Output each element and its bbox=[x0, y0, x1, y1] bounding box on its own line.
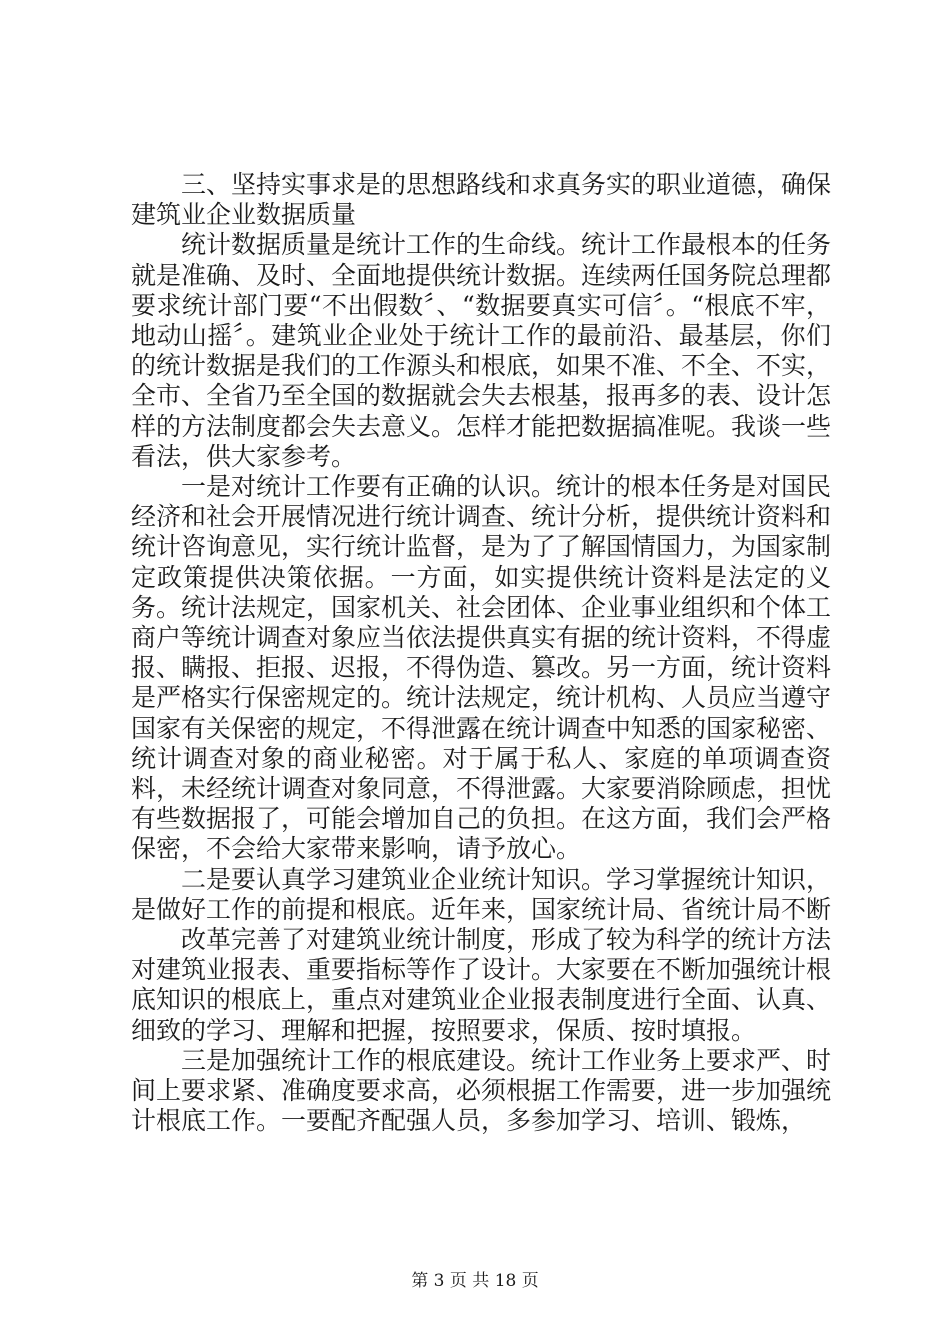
paragraph-foundation: 三是加强统计工作的根底建设。统计工作业务上要求严、时间上要求紧、准确度要求高，必须根据工作需要，进一步加强统计根底工作。一要配齐配强人员，多参加学习、培训、锻炼， bbox=[131, 1045, 832, 1136]
section-heading: 三、坚持实事求是的思想路线和求真务实的职业道德，确保建筑业企业数据质量 bbox=[131, 170, 832, 230]
paragraph-correct-understanding: 一是对统计工作要有正确的认识。统计的根本任务是对国民经济和社会开展情况进行统计调查、统计分析，提供统计资料和统计咨询意见，实行统计监督，是为了了解国情国力，为国家制定政策提供决策依据。一方面，如实提供统计资料是法定的义务。统计法规定，国家机关、社会团体、企业事业组织和个体工商户等统计调查对象应当依法提供真实有据的统计资料，不得虚报、瞒报、拒报、迟报，不得伪造、篡改。另一方面，统计资料是严格实行保密规定的。统计法规定，统计机构、人员应当遵守国家有关保密的规定，不得泄露在统计调查中知悉的国家秘密、统计调查对象的商业秘密。对于属于私人、家庭的单项调查资料，未经统计调查对象同意，不得泄露。大家要消除顾虑，担忧有些数据报了，可能会增加自己的负担。在这方面，我们会严格保密，不会给大家带来影响，请予放心。 bbox=[131, 472, 832, 864]
paragraph-learn-knowledge: 二是要认真学习建筑业企业统计知识。学习掌握统计知识，是做好工作的前提和根底。近年来，国家统计局、省统计局不断 bbox=[131, 864, 832, 924]
document-body bbox=[131, 170, 831, 1137]
paragraph-data-quality: 统计数据质量是统计工作的生命线。统计工作最根本的任务就是准确、及时、全面地提供统计数据。连续两任国务院总理都要求统计部门要“不出假数〞、“数据要真实可信〞。“根底不牢，地动山摇〞。建筑业企业处于统计工作的最前沿、最基层，你们的统计数据是我们的工作源头和根底，如果不准、不全、不实，全市、全省乃至全国的数据就会失去根基，报再多的表、设计怎样的方法制度都会失去意义。怎样才能把数据搞准呢。我谈一些看法，供大家参考。 bbox=[131, 230, 832, 471]
page-number: 第 3 页 共 18 页 bbox=[411, 1271, 539, 1291]
paragraph-reform: 改革完善了对建筑业统计制度，形成了较为科学的统计方法对建筑业报表、重要指标等作了设计。大家要在不断加强统计根底知识的根底上，重点对建筑业企业报表制度进行全面、认真、细致的学习、理解和把握，按照要求，保质、按时填报。 bbox=[131, 925, 832, 1045]
